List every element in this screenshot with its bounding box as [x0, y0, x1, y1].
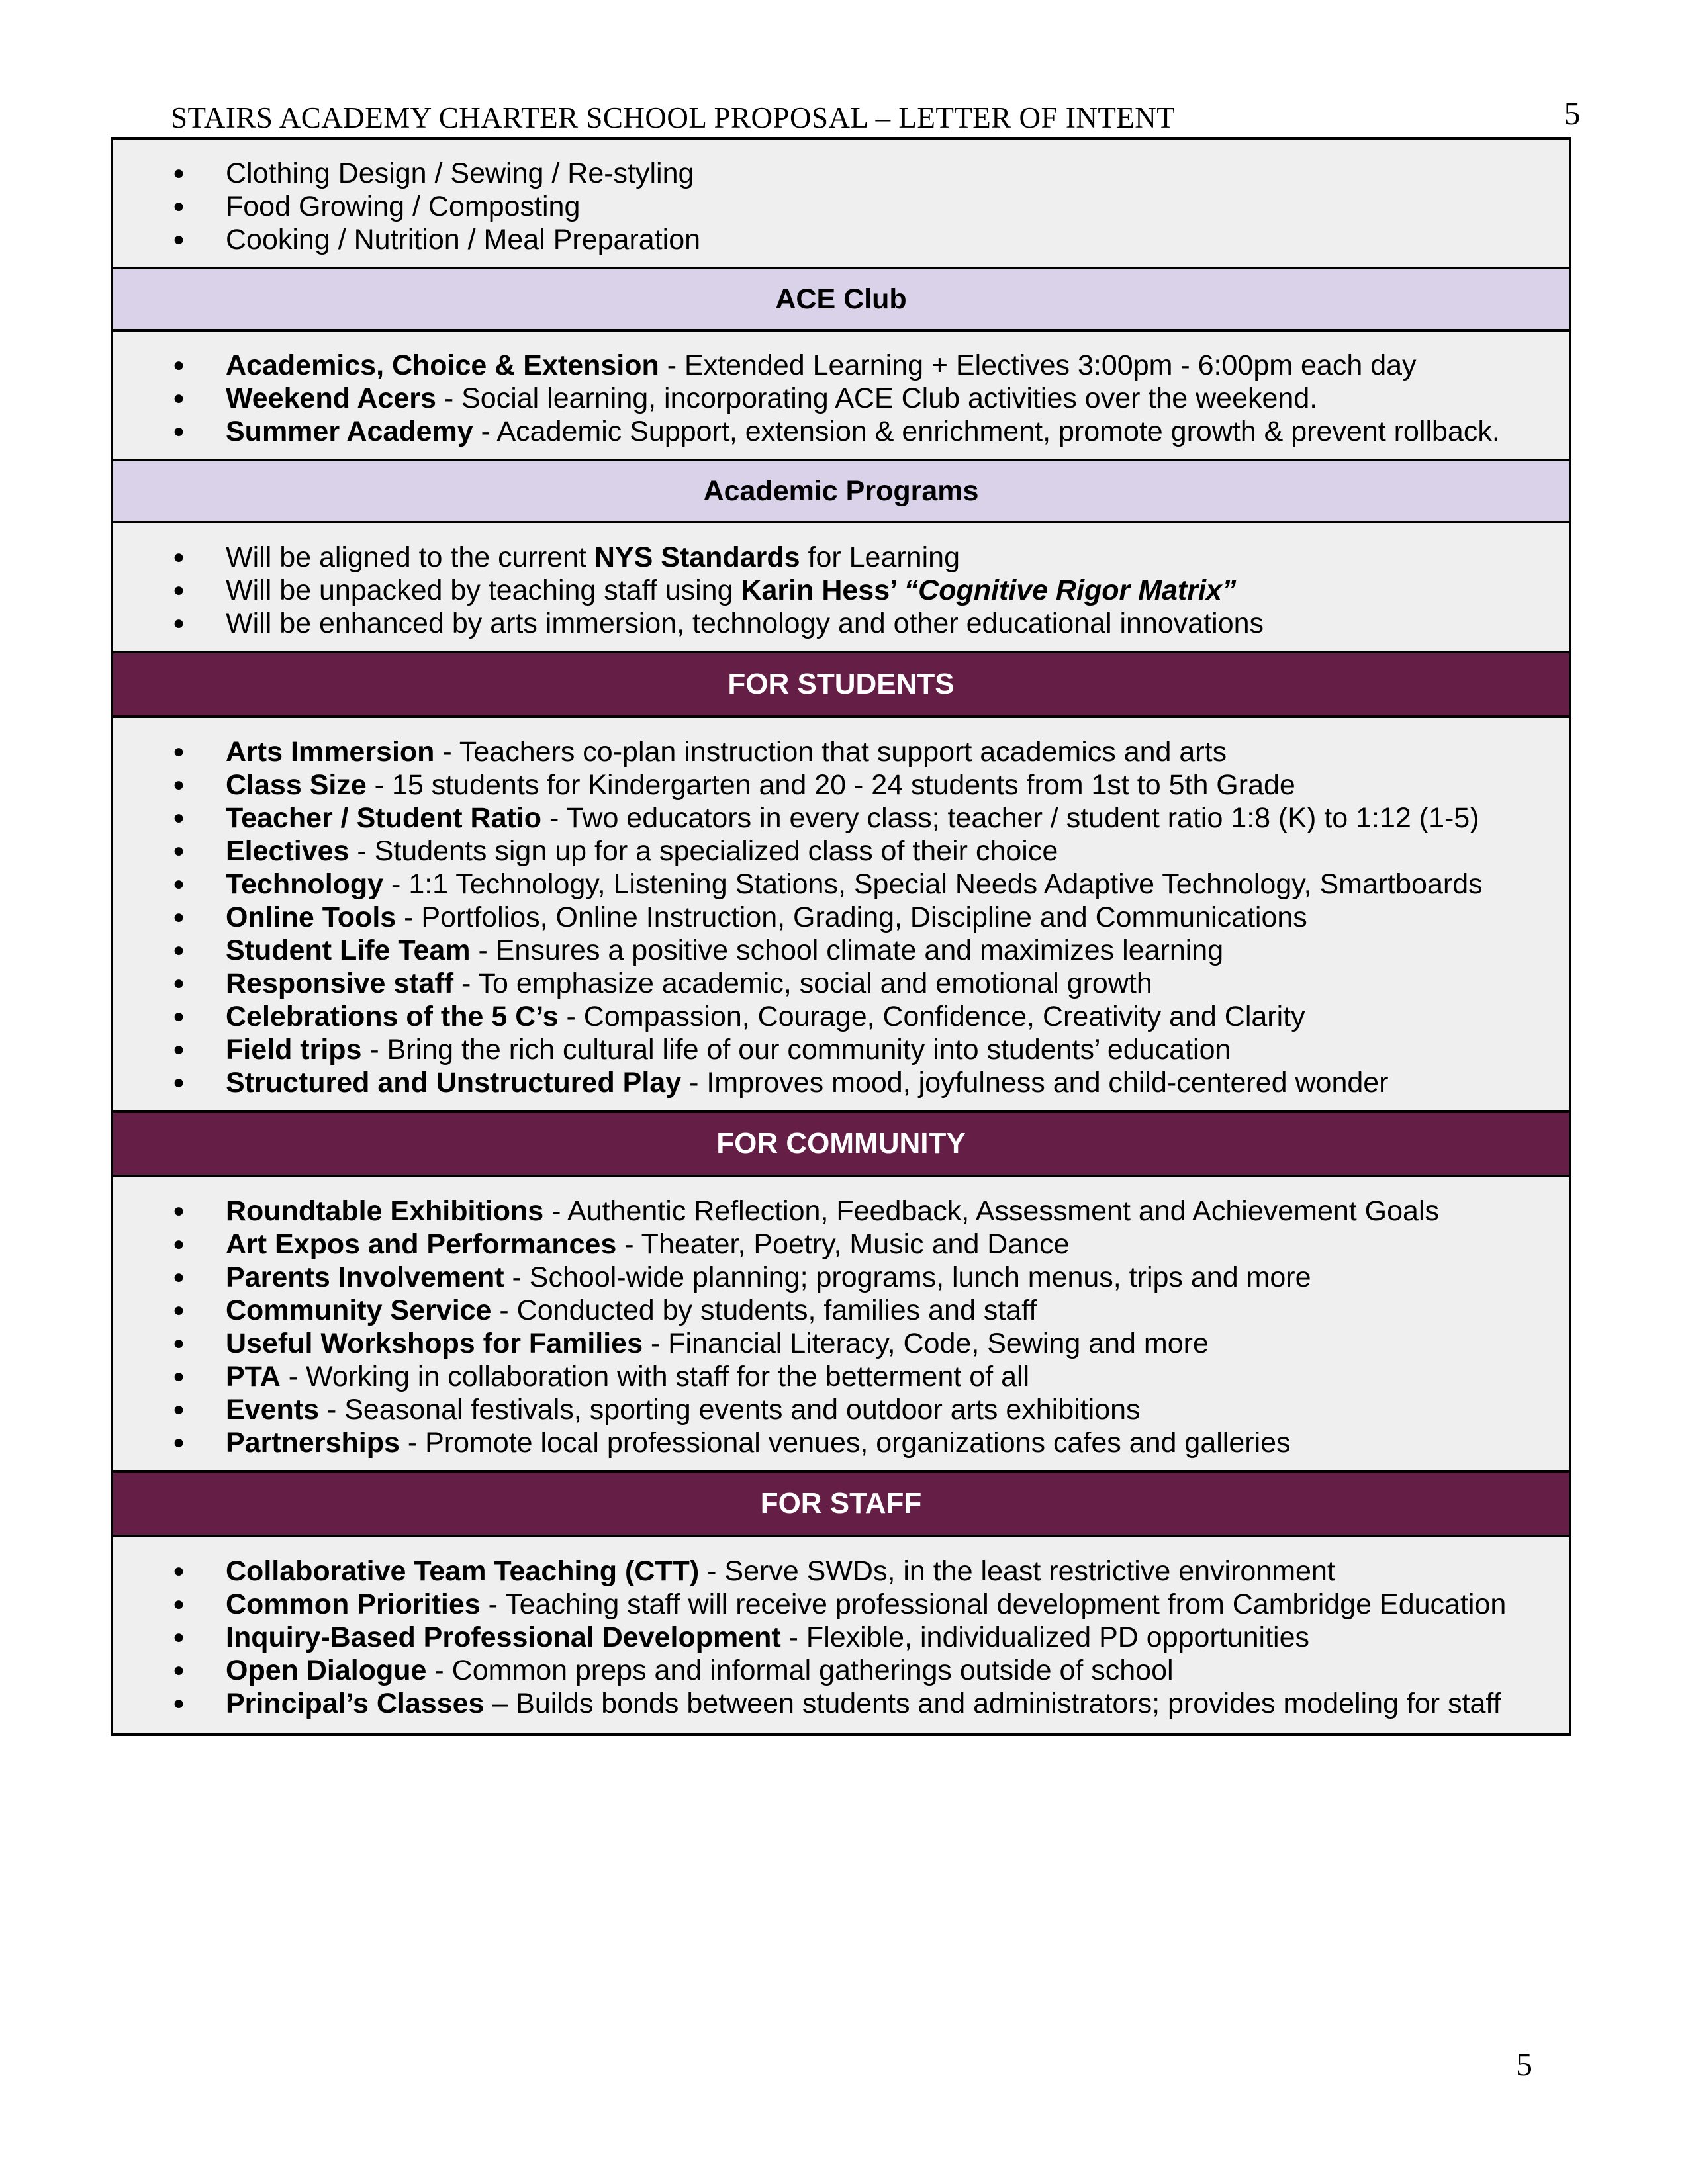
intro-section	[113, 140, 1569, 269]
list-item	[113, 1327, 1569, 1360]
bullet-icon: ●	[173, 972, 185, 994]
item-text: - Improves mood, joyfulness and child-centered wonder	[681, 1067, 1389, 1099]
list-item	[113, 1687, 1569, 1720]
list-item	[113, 541, 1569, 574]
list-item	[113, 801, 1569, 835]
item-title: Common Priorities	[226, 1588, 481, 1620]
intro-list	[113, 157, 1569, 256]
bullet-icon: ●	[173, 1593, 185, 1615]
list-item	[113, 901, 1569, 934]
bullet-icon: ●	[173, 1299, 185, 1321]
item-text: - Seasonal festivals, sporting events and outdoor arts exhibitions	[319, 1394, 1141, 1426]
item-text: - Promote local professional venues, organizations cafes and galleries	[399, 1427, 1291, 1459]
item-text: - Serve SWDs, in the least restrictive environment	[699, 1555, 1335, 1587]
academic-programs-section	[113, 523, 1569, 653]
bullet-icon: ●	[173, 387, 185, 409]
item-text: - School-wide planning; programs, lunch menus, trips and more	[504, 1261, 1311, 1293]
item-text: Cooking / Nutrition / Meal Preparation	[226, 224, 701, 255]
item-title: Structured and Unstructured Play	[226, 1067, 682, 1099]
for-students-section	[113, 718, 1569, 1113]
item-title: Electives	[226, 835, 350, 867]
item-text: - Compassion, Courage, Confidence, Creativity and Clarity	[558, 1001, 1305, 1032]
bullet-icon: ●	[173, 807, 185, 829]
page-footer-number: 5	[1516, 2046, 1532, 2083]
item-text: - Common preps and informal gatherings outside of school	[426, 1655, 1174, 1686]
item-title: Online Tools	[226, 901, 397, 933]
item-title: Partnerships	[226, 1427, 400, 1459]
item-title: Summer Academy	[226, 416, 473, 447]
list-item	[113, 835, 1569, 868]
item-text: Will be enhanced by arts immersion, technology and other educational innovations	[226, 608, 1264, 639]
list-item	[113, 349, 1569, 382]
for-students-list	[113, 735, 1569, 1099]
list-item	[113, 1393, 1569, 1426]
bullet-icon: ●	[173, 840, 185, 862]
list-item	[113, 607, 1569, 640]
item-title: NYS Standards	[594, 541, 800, 573]
bullet-icon: ●	[173, 873, 185, 895]
bullet-icon: ●	[173, 1560, 185, 1582]
list-item	[113, 735, 1569, 768]
bullet-icon: ●	[173, 1071, 185, 1093]
item-title: Art Expos and Performances	[226, 1228, 617, 1260]
item-title: Field trips	[226, 1034, 362, 1066]
bullet-icon: ●	[173, 939, 185, 961]
item-text: - To emphasize academic, social and emotional growth	[453, 968, 1152, 999]
item-text: - Academic Support, extension & enrichment, promote growth & prevent rollback.	[473, 416, 1500, 447]
item-text: - 15 students for Kindergarten and 20 - 24 students from 1st to 5th Grade	[366, 769, 1295, 801]
item-text: Clothing Design / Sewing / Re-styling	[226, 158, 694, 189]
item-title: Academics, Choice & Extension	[226, 349, 659, 381]
list-item	[113, 157, 1569, 190]
bullet-icon: ●	[173, 1038, 185, 1060]
ace-club-section	[113, 332, 1569, 461]
item-title: Collaborative Team Teaching (CTT)	[226, 1555, 700, 1587]
item-text: - Extended Learning + Electives 3:00pm - 6:00pm each day	[659, 349, 1417, 381]
ace-club-heading	[113, 269, 1569, 332]
list-item	[113, 967, 1569, 1000]
item-title: Class Size	[226, 769, 367, 801]
bullet-icon: ●	[173, 612, 185, 634]
item-emphasis: “Cognitive Rigor Matrix”	[904, 574, 1237, 606]
bullet-icon: ●	[173, 1692, 185, 1714]
bullet-icon: ●	[173, 1365, 185, 1387]
list-item	[113, 1000, 1569, 1033]
bullet-icon: ●	[173, 354, 185, 376]
bullet-icon: ●	[173, 906, 185, 928]
page-header-number: 5	[1564, 95, 1581, 132]
bullet-icon: ●	[173, 162, 185, 184]
list-item	[113, 1294, 1569, 1327]
item-title: Events	[226, 1394, 320, 1426]
item-text: - Students sign up for a specialized class of their choice	[349, 835, 1058, 867]
bullet-icon: ●	[173, 1266, 185, 1288]
for-staff-heading-text: FOR STAFF	[760, 1487, 922, 1520]
item-text: Food Growing / Composting	[226, 191, 581, 222]
page-header-title: STAIRS ACADEMY CHARTER SCHOOL PROPOSAL – LETTER OF INTENT	[171, 101, 1176, 134]
item-text: - Flexible, individualized PD opportunities	[780, 1621, 1310, 1653]
list-item	[113, 1588, 1569, 1621]
for-community-heading-text: FOR COMMUNITY	[716, 1127, 966, 1160]
item-text: – Builds bonds between students and administrators; provides modeling for staff	[484, 1688, 1501, 1719]
item-title: Weekend Acers	[226, 383, 436, 414]
list-item	[113, 1195, 1569, 1228]
item-text: - Bring the rich cultural life of our community into students’ education	[361, 1034, 1231, 1066]
item-text: for Learning	[800, 541, 960, 573]
item-text: Will be aligned to the current	[226, 541, 594, 573]
list-item	[113, 223, 1569, 256]
bullet-icon: ●	[173, 1659, 185, 1681]
item-title: Inquiry-Based Professional Development	[226, 1621, 781, 1653]
item-text: Will be unpacked by teaching staff using	[226, 574, 741, 606]
for-staff-heading	[113, 1473, 1569, 1537]
list-item	[113, 1621, 1569, 1654]
ace-club-heading-text: ACE Club	[775, 283, 907, 315]
bullet-icon: ●	[173, 1332, 185, 1354]
item-text: - 1:1 Technology, Listening Stations, Special Needs Adaptive Technology, Smartboards	[383, 868, 1483, 900]
bullet-icon: ●	[173, 1005, 185, 1027]
item-title: Arts Immersion	[226, 736, 435, 768]
bullet-icon: ●	[173, 1398, 185, 1420]
item-title: Principal’s Classes	[226, 1688, 485, 1719]
list-item	[113, 1426, 1569, 1459]
academic-programs-heading	[113, 461, 1569, 523]
item-title: Karin Hess’	[741, 574, 904, 606]
item-text: - Working in collaboration with staff for the betterment of all	[280, 1361, 1030, 1392]
item-title: Parents Involvement	[226, 1261, 504, 1293]
item-text: - Two educators in every class; teacher / student ratio 1:8 (K) to 1:12 (1-5)	[541, 802, 1479, 834]
list-item	[113, 1360, 1569, 1393]
list-item	[113, 768, 1569, 801]
item-title: Student Life Team	[226, 934, 471, 966]
item-title: Roundtable Exhibitions	[226, 1195, 544, 1227]
bullet-icon: ●	[173, 741, 185, 762]
item-text: - Conducted by students, families and staff	[491, 1295, 1037, 1326]
bullet-icon: ●	[173, 1432, 185, 1453]
for-community-section	[113, 1177, 1569, 1473]
bullet-icon: ●	[173, 579, 185, 601]
item-title: PTA	[226, 1361, 281, 1392]
list-item	[113, 415, 1569, 448]
item-title: Community Service	[226, 1295, 492, 1326]
item-text: - Teachers co-plan instruction that support academics and arts	[434, 736, 1227, 768]
item-title: Useful Workshops for Families	[226, 1328, 643, 1359]
list-item	[113, 934, 1569, 967]
for-community-list	[113, 1195, 1569, 1459]
item-title: Teacher / Student Ratio	[226, 802, 542, 834]
item-title: Open Dialogue	[226, 1655, 427, 1686]
list-item	[113, 1066, 1569, 1099]
bullet-icon: ●	[173, 1626, 185, 1648]
item-text: - Portfolios, Online Instruction, Grading, Discipline and Communications	[396, 901, 1307, 933]
item-text: - Financial Literacy, Code, Sewing and more	[643, 1328, 1209, 1359]
bullet-icon: ●	[173, 546, 185, 568]
bullet-icon: ●	[173, 228, 185, 250]
item-title: Technology	[226, 868, 384, 900]
list-item	[113, 1555, 1569, 1588]
list-item	[113, 1228, 1569, 1261]
item-text: - Ensures a positive school climate and maximizes learning	[470, 934, 1224, 966]
ace-club-list	[113, 349, 1569, 448]
item-text: - Teaching staff will receive professional development from Cambridge Education	[480, 1588, 1507, 1620]
bullet-icon: ●	[173, 1200, 185, 1222]
page-header	[171, 94, 1581, 136]
for-students-heading	[113, 653, 1569, 718]
list-item	[113, 868, 1569, 901]
for-community-heading	[113, 1113, 1569, 1177]
for-staff-list	[113, 1555, 1569, 1720]
academic-programs-list	[113, 541, 1569, 640]
bullet-icon: ●	[173, 420, 185, 442]
bullet-icon: ●	[173, 774, 185, 796]
item-text: - Theater, Poetry, Music and Dance	[616, 1228, 1070, 1260]
list-item	[113, 1654, 1569, 1687]
for-students-heading-text: FOR STUDENTS	[727, 668, 955, 700]
program-table	[111, 137, 1571, 1736]
bullet-icon: ●	[173, 1233, 185, 1255]
item-title: Responsive staff	[226, 968, 454, 999]
for-staff-section	[113, 1537, 1569, 1733]
list-item	[113, 1261, 1569, 1294]
bullet-icon: ●	[173, 195, 185, 217]
list-item	[113, 574, 1569, 607]
list-item	[113, 1033, 1569, 1066]
list-item	[113, 190, 1569, 223]
list-item	[113, 382, 1569, 415]
academic-programs-heading-text: Academic Programs	[703, 475, 979, 507]
item-text: - Social learning, incorporating ACE Club activities over the weekend.	[436, 383, 1318, 414]
item-text: - Authentic Reflection, Feedback, Assessment and Achievement Goals	[543, 1195, 1440, 1227]
item-title: Celebrations of the 5 C’s	[226, 1001, 559, 1032]
